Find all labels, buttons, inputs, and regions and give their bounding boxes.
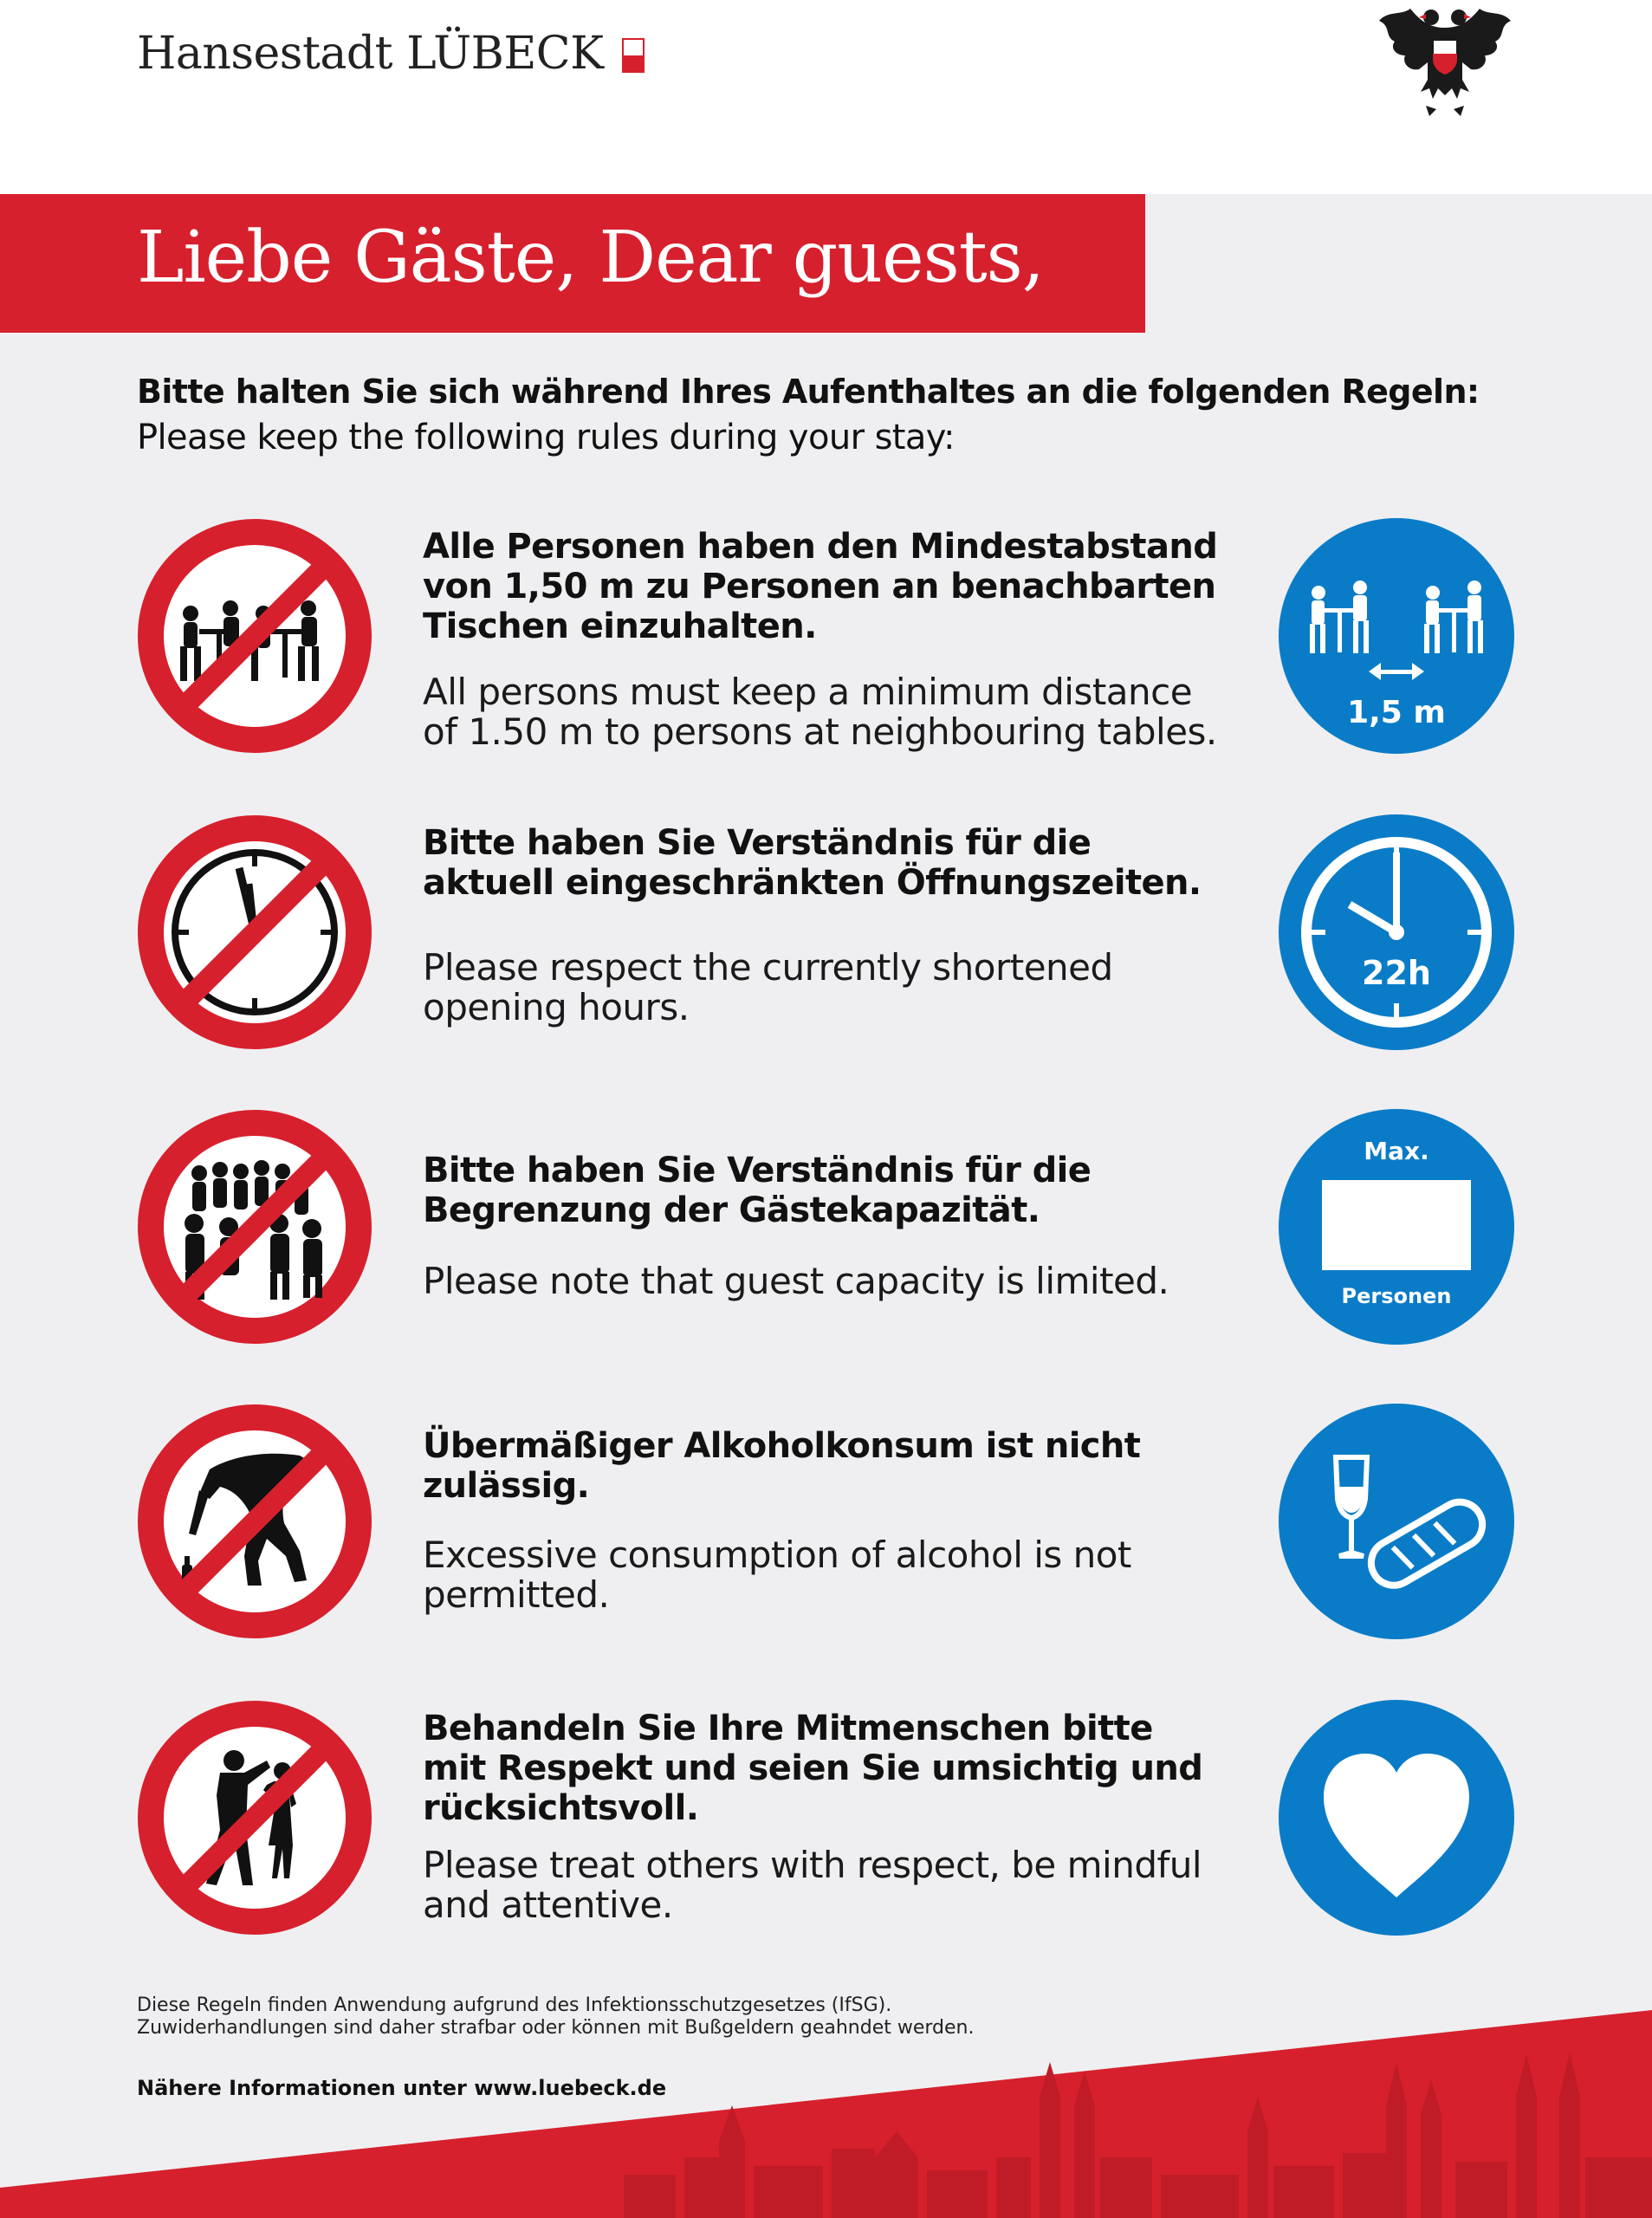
heart-icon xyxy=(1279,1700,1514,1936)
rule-text-line: Please respect the currently shortened xyxy=(423,946,1113,989)
rule-distance xyxy=(0,518,1652,769)
legal-note-line: Zuwiderhandlungen sind daher strafbar oder können mit Bußgeldern geahndet werden. xyxy=(137,2017,975,2039)
rule-text-line: rücksichtsvoll. xyxy=(423,1788,699,1828)
page-title: Liebe Gäste, Dear guests, xyxy=(137,217,1044,299)
rule-text-line: permitted. xyxy=(423,1573,610,1616)
rule-text-english xyxy=(423,1845,1237,1925)
rule-text-english xyxy=(423,1535,1237,1615)
rule-text-line: von 1,50 m zu Personen an benachbarten xyxy=(423,567,1216,606)
rule-opening-hours xyxy=(0,814,1652,1066)
rule-text-german xyxy=(423,823,1237,903)
rule-text-line: aktuell eingeschränkten Öffnungszeiten. xyxy=(423,863,1202,903)
distance-label: 1,5 m xyxy=(1347,695,1446,730)
more-info-text: Nähere Informationen unter www.luebeck.de xyxy=(137,2076,667,2100)
rule-text-english xyxy=(423,672,1237,752)
rule-text-line: Tischen einzuhalten. xyxy=(423,606,817,646)
rule-alcohol xyxy=(0,1404,1652,1655)
intro-german: Bitte halten Sie sich während Ihres Aufenthaltes an die folgenden Regeln: xyxy=(137,373,1480,411)
rule-text-english xyxy=(423,1261,1237,1301)
rule-text-line: zulässig. xyxy=(423,1466,590,1506)
rule-text-german xyxy=(423,1426,1237,1506)
closing-time-label: 22h xyxy=(1362,954,1431,992)
rule-text-german xyxy=(423,1709,1237,1828)
city-skyline-icon xyxy=(0,2010,1652,2218)
clock-icon xyxy=(1279,814,1514,1050)
arguing-people-icon xyxy=(137,1700,373,1936)
rule-text-german xyxy=(423,527,1237,646)
rule-text-german xyxy=(423,1151,1237,1230)
capacity-sign-icon xyxy=(1279,1109,1514,1345)
crowd-icon xyxy=(137,1109,373,1345)
rule-text-line: Übermäßiger Alkoholkonsum ist nicht xyxy=(423,1426,1141,1466)
rule-text-line: mit Respekt und seien Sie umsichtig und xyxy=(423,1748,1203,1788)
capacity-max-label: Max. xyxy=(1364,1137,1429,1165)
crowded-tables-icon xyxy=(137,518,373,754)
rule-guest-capacity xyxy=(0,1109,1652,1360)
capacity-persons-label: Personen xyxy=(1341,1284,1452,1308)
wine-and-bread-icon xyxy=(1279,1404,1514,1639)
rule-text-line: Please note that guest capacity is limited. xyxy=(423,1260,1169,1302)
rule-text-line: opening hours. xyxy=(423,986,690,1028)
rule-text-line: Excessive consumption of alcohol is not xyxy=(423,1534,1131,1576)
rule-text-line: of 1.50 m to persons at neighbouring tables. xyxy=(423,710,1217,753)
capacity-number-box xyxy=(1322,1180,1471,1270)
drunk-person-icon xyxy=(137,1404,373,1639)
rule-respect xyxy=(0,1700,1652,1951)
late-clock-icon xyxy=(137,814,373,1050)
header xyxy=(0,0,1652,194)
rule-text-line: Please treat others with respect, be mindful xyxy=(423,1844,1202,1886)
intro-english: Please keep the following rules during your stay: xyxy=(137,418,955,457)
legal-note-line: Diese Regeln finden Anwendung aufgrund des Infektionsschutzgesetzes (IfSG). xyxy=(137,1994,892,2016)
rule-text-line: Behandeln Sie Ihre Mitmenschen bitte xyxy=(423,1709,1153,1748)
brand-name: Hansestadt LÜBECK xyxy=(137,28,604,80)
luebeck-flag-icon xyxy=(622,38,645,73)
rule-text-line: Begrenzung der Gästekapazität. xyxy=(423,1190,1040,1230)
rule-text-line: Bitte haben Sie Verständnis für die xyxy=(423,1151,1092,1190)
rule-text-line: Bitte haben Sie Verständnis für die xyxy=(423,823,1092,863)
distanced-tables-icon xyxy=(1279,518,1514,754)
rule-text-line: All persons must keep a minimum distance xyxy=(423,671,1193,713)
legal-note xyxy=(137,1994,974,2040)
eagle-crest-icon xyxy=(1376,2,1514,123)
rule-text-english xyxy=(423,948,1237,1028)
rule-text-line: Alle Personen haben den Mindestabstand xyxy=(423,527,1218,567)
rule-text-line: and attentive. xyxy=(423,1884,673,1926)
